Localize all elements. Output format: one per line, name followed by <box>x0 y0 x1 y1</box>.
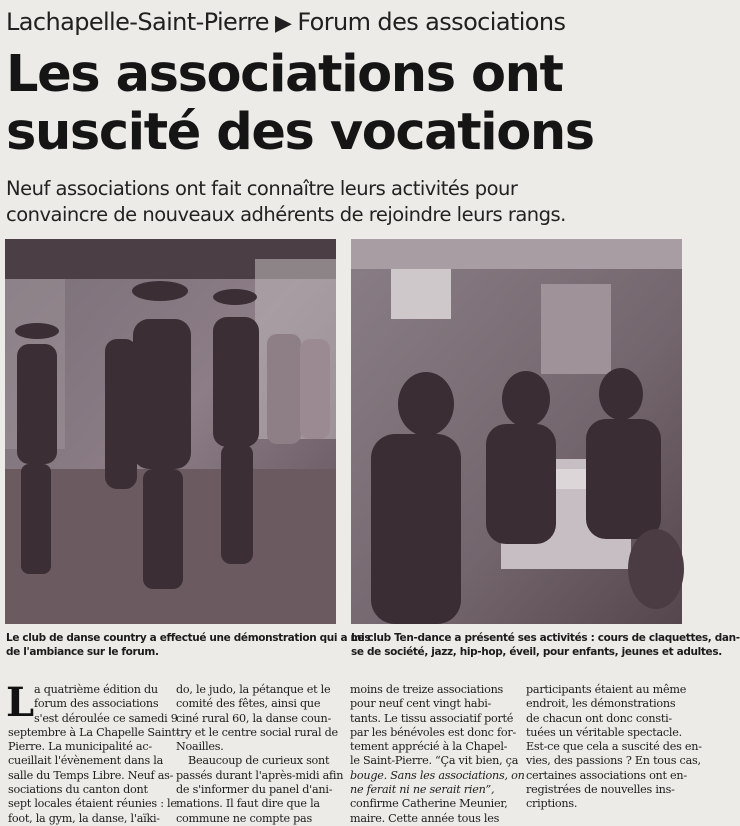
caption-line: Le club de danse country a effectué une démonstration qui a mis <box>6 632 371 644</box>
article-column-1 <box>6 679 180 826</box>
text-line: s'est déroulée ce samedi 9 <box>34 711 178 725</box>
article-column-4 <box>526 683 702 812</box>
headline <box>6 46 696 162</box>
kicker-line <box>6 8 626 38</box>
subhead <box>6 176 692 228</box>
text-line: forum des associations <box>34 697 159 711</box>
ten-dance-photo <box>351 239 682 624</box>
right-photo-caption <box>351 631 740 659</box>
text-line: Est-ce que cela a suscité des en- <box>526 740 702 754</box>
text-line: moins de treize associations <box>350 683 504 696</box>
text-line: de s'informer du panel d'ani- <box>176 783 333 797</box>
caption-line: se de société, jazz, hip-hop, éveil, pour enfants, jeunes et adultes. <box>351 646 722 658</box>
section-label: Forum des associations <box>297 8 566 36</box>
article-column-3 <box>350 683 525 826</box>
drop-cap: L <box>6 679 35 726</box>
caption-line: Le club Ten-dance a présenté ses activités : cours de claquettes, dan- <box>351 632 740 644</box>
text-line: le Saint-Pierre. “Ça vit bien, ça <box>350 754 519 768</box>
text-line: registrées de nouvelles ins- <box>526 783 675 797</box>
left-photo-caption <box>6 631 371 659</box>
text-line: try et le centre social rural de <box>176 725 338 739</box>
text-line: ne ferait ni ne serait rien”, <box>350 783 495 797</box>
text-line: tuées un véritable spectacle. <box>526 725 682 739</box>
text-line: mations. Il faut dire que la <box>176 797 320 811</box>
text-line: pour neuf cent vingt habi- <box>350 697 492 711</box>
text-line: de chacun ont donc consti- <box>526 711 672 725</box>
text-line: tants. Le tissu associatif porté <box>350 711 514 725</box>
article-column-2 <box>176 683 344 826</box>
caption-line: de l'ambiance sur le forum. <box>6 646 159 658</box>
text-line: Pierre. La municipalité ac- <box>8 740 152 754</box>
text-line: criptions. <box>526 797 578 811</box>
dancers-image <box>5 239 336 624</box>
text-line: comité des fêtes, ainsi que <box>176 697 321 711</box>
text-line: commune ne compte pas <box>176 811 312 825</box>
subhead-line-1: Neuf associations ont fait connaître leurs activités pour <box>6 177 518 200</box>
text-line: sociations du canton dont <box>8 783 148 797</box>
headline-line-2: suscité des vocations <box>6 103 594 162</box>
text-line: ciné rural 60, la danse coun- <box>176 711 331 725</box>
text-line: do, le judo, la pétanque et le <box>176 683 331 696</box>
text-line: Noailles. <box>176 740 224 754</box>
text-line: septembre à La Chapelle Saint- <box>8 725 180 739</box>
text-line: passés durant l'après-midi afin <box>176 768 344 782</box>
text-line: certaines associations ont en- <box>526 768 687 782</box>
text-line: bouge. Sans les associations, on <box>350 768 525 782</box>
club-stand-image <box>351 239 682 624</box>
headline-line-1: Les associations ont <box>6 45 563 104</box>
text-line: vies, des passions ? En tous cas, <box>526 754 701 768</box>
text-line: par les bénévoles est donc for- <box>350 725 516 739</box>
text-line: foot, la gym, la danse, l'aïki- <box>8 811 160 825</box>
text-line: cueillait l'évènement dans la <box>8 754 163 768</box>
text-line: sept locales étaient réunies : le <box>8 797 177 811</box>
text-line: tement apprécié à la Chapel- <box>350 740 508 754</box>
right-triangle-icon: ▶ <box>274 11 292 36</box>
text-line: a quatrième édition du <box>34 683 158 696</box>
text-line: endroit, les démonstrations <box>526 697 676 711</box>
text-line: participants étaient au même <box>526 683 687 696</box>
text-line: confirme Catherine Meunier, <box>350 797 508 811</box>
text-line: Beaucoup de curieux sont <box>188 754 330 768</box>
subhead-line-2: convaincre de nouveaux adhérents de rejoindre leurs rangs. <box>6 203 566 226</box>
location-label: Lachapelle-Saint-Pierre <box>6 8 269 36</box>
text-line: salle du Temps Libre. Neuf as- <box>8 768 174 782</box>
text-line: maire. Cette année tous les <box>350 811 500 825</box>
country-dance-photo <box>5 239 336 624</box>
